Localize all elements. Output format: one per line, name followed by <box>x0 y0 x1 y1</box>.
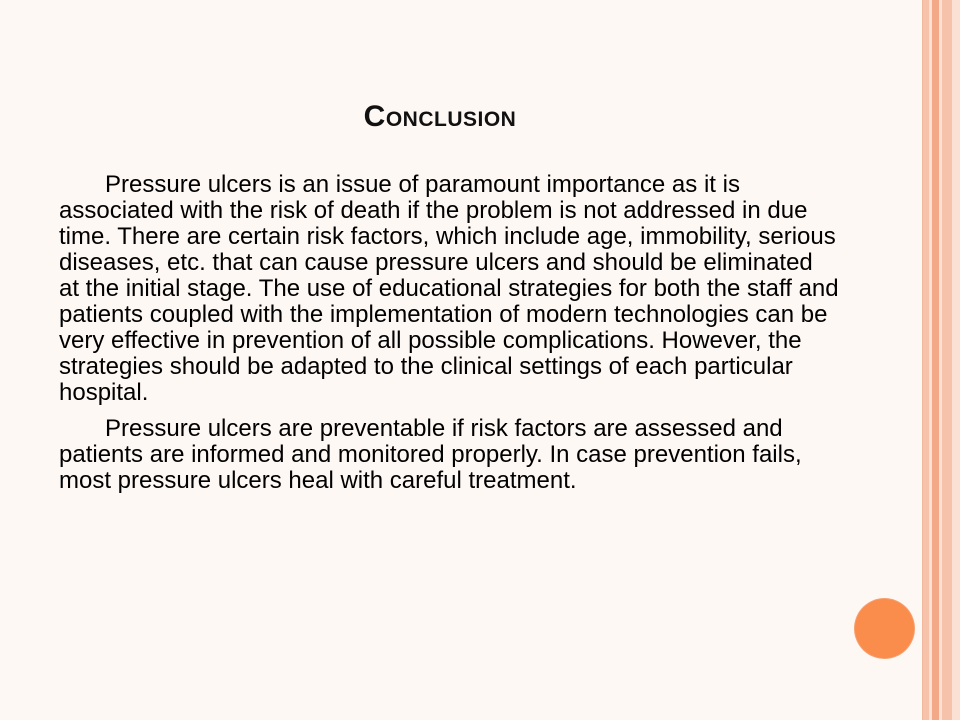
decorative-circle-icon <box>855 599 914 658</box>
paragraph-2: Pressure ulcers are preventable if risk factors are assessed and patients are informed and monitored properly. In case prevention fails, most pressure ulcers heal with careful treatment. <box>59 415 802 494</box>
slide-title: Conclusion <box>363 100 517 133</box>
decorative-stripe <box>942 0 952 720</box>
paragraph-1: Pressure ulcers is an issue of paramount importance as it is associated with the risk of death if the problem is not addressed in due time. There are certain risk factors, which include age, immobility, serious diseases, etc. that can cause pressure ulcers and should be eliminated at the initial stage. The use of educational strategies for both the staff and patients coupled with the implementation of modern technologies can be very effective in prevention of all possible complications. However, the strategies should be adapted to the clinical settings of each particular hospital. <box>59 171 839 406</box>
decorative-stripe <box>952 0 960 720</box>
slide-body <box>59 172 839 494</box>
decorative-stripe <box>932 0 939 720</box>
